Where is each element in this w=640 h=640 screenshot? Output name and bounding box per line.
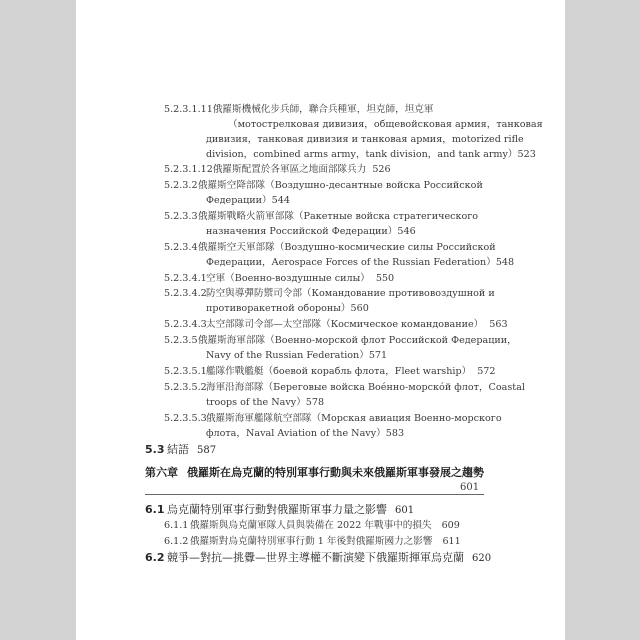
toc-entry: 5.2.3.4俄羅斯空天軍部隊（Воздушно-космические силы Российской [164, 242, 496, 253]
toc-entry: 6.1.1 俄羅斯與烏克蘭軍隊人員與裝備在 2022 年戰事中的損失 609 [164, 520, 460, 531]
entry-number: 5.2.3.1.11 [164, 104, 213, 115]
page-number: 523 [517, 149, 536, 160]
page-number: 620 [472, 553, 492, 564]
page-number: 583 [385, 428, 405, 439]
toc-entry: 5.2.3.2俄羅斯空降部隊（Воздушно-десантные войска Российской [164, 180, 483, 191]
entry-continuation: troops of the Navy）578 [206, 397, 325, 408]
entry-continuation: дивизия，танковая дивизия и танковая армия，motorized rifle [206, 134, 524, 145]
entry-continuation: Федерации）544 [206, 195, 290, 206]
entry-continuation: назначения Российской Федерации）546 [206, 226, 416, 237]
toc-section: 6.1 烏克蘭特別軍事行動對俄羅斯軍事力量之影響 601 [145, 503, 415, 516]
left-gray-margin [0, 0, 76, 640]
toc-entry [164, 102, 433, 117]
page-number: 611 [442, 536, 461, 547]
toc-entry: 5.2.3.3俄羅斯戰略火箭軍部隊（Ракетные войска стратегического [164, 211, 479, 222]
page-number: 548 [495, 257, 515, 268]
page-number: 526 [372, 164, 391, 175]
chapter-heading: 第六章 俄羅斯在烏克蘭的特別軍事行動與未來俄羅斯軍事發展之趨勢 [145, 466, 484, 479]
page-number: 544 [271, 195, 290, 206]
toc-section: 5.3 結語 587 [145, 443, 217, 456]
chapter-underline [145, 494, 484, 495]
entry-title: 俄羅斯機械化步兵師，聯合兵種軍，坦克師，坦克軍 [212, 104, 434, 115]
page-number: 550 [375, 273, 395, 284]
page-number: 601 [460, 482, 480, 493]
page-number: 587 [197, 445, 217, 456]
toc-entry: 5.2.3.4.3太空部隊司令部—太空部隊（Космическое командование） 563 [164, 319, 508, 330]
toc-entry: 5.2.3.5.2海軍沿海部隊（Береговые войска Воéнно-морскóй флот，Coastal [164, 382, 525, 393]
entry-continuation: противоракетной обороны）560 [206, 303, 369, 314]
page-number: 601 [395, 505, 415, 516]
toc-entry: 5.2.3.5.1艦隊作戰艦艇（боевой корабль флота，Fleet warship） 572 [164, 366, 496, 377]
right-gray-margin [565, 0, 640, 640]
entry-continuation: флота，Naval Aviation of the Navy）583 [206, 428, 405, 439]
toc-entry: 6.1.2 俄羅斯對烏克蘭特別軍事行動 1 年後對俄羅斯國力之影響 611 [164, 536, 461, 547]
page-number: 571 [368, 350, 388, 361]
page-number: 546 [397, 226, 416, 237]
toc-entry: 5.2.3.4.1空軍（Военно-воздушные силы） 550 [164, 273, 395, 284]
toc-entry: 5.2.3.4.2防空與導彈防禦司令部（Командование противовоздушной и [164, 288, 495, 299]
entry-continuation: Федерации，Aerospace Forces of the Russian Federation）548 [206, 257, 515, 268]
entry-continuation: （мотострелковая дивизия，общевойсковая армия，танковая [228, 119, 543, 130]
page-number: 578 [305, 397, 325, 408]
page-number: 572 [477, 366, 496, 377]
toc-entry: 5.2.3.5俄羅斯海軍部隊（Военно-морской флот Российской Федерации， [164, 335, 517, 346]
page-number: 563 [489, 319, 508, 330]
entry-continuation: division，combined arms army，tank division，and tank army）523 [206, 149, 536, 160]
page-number: 560 [350, 303, 369, 314]
toc-entry: 5.2.3.1.12俄羅斯配置於各軍區之地面部隊兵力 526 [164, 164, 391, 175]
entry-continuation: Navy of the Russian Federation）571 [206, 350, 388, 361]
toc-entry: 5.2.3.5.3俄羅斯海軍艦隊航空部隊（Морская авиация Военно-морского [164, 413, 502, 424]
toc-section: 6.2 競爭—對抗—挑釁—世界主導權不斷演變下俄羅斯揮軍烏克蘭 620 [145, 551, 492, 564]
page-number: 609 [441, 520, 460, 531]
